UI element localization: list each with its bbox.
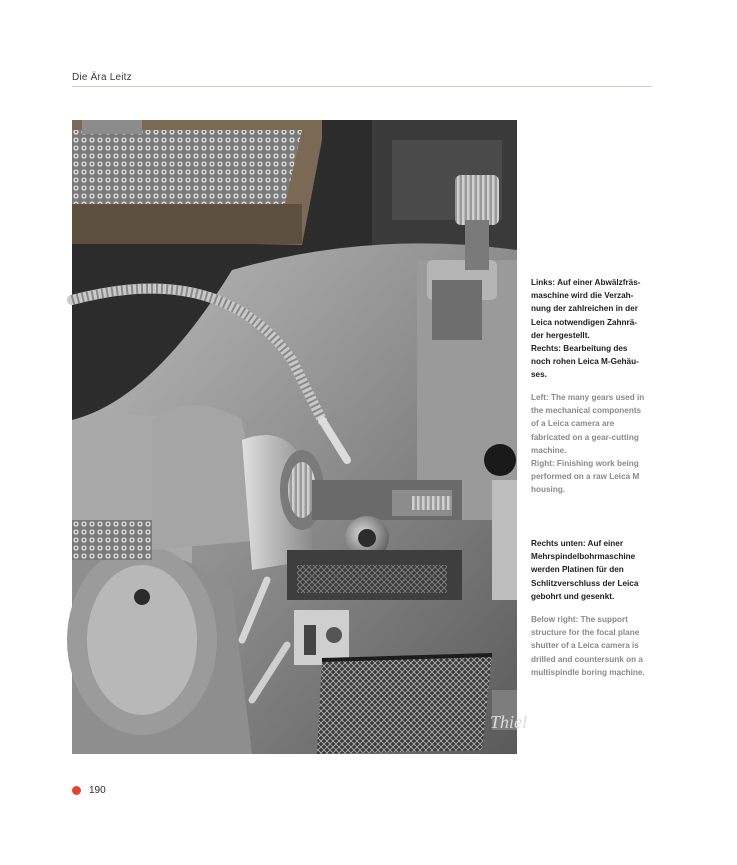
caption-line: structure for the focal plane: [531, 628, 640, 638]
page-number: 190: [89, 785, 106, 796]
caption-top-english: [531, 391, 655, 497]
caption-bottom-english: [531, 613, 655, 679]
caption-line: multispindle boring machine.: [531, 667, 645, 677]
caption-line: machine.: [531, 445, 567, 455]
caption-line: the mechanical components: [531, 406, 642, 416]
machine-photo: [72, 120, 528, 754]
caption-line: Mehrspindelbohrmaschine: [531, 552, 636, 562]
header-rule: [72, 86, 652, 87]
running-head: Die Ära Leitz: [72, 72, 132, 83]
caption-line: shutter of a Leica camera is: [531, 641, 639, 651]
caption-bottom-german: [531, 537, 655, 603]
caption-line: housing.: [531, 485, 566, 495]
caption-top-german: [531, 276, 655, 382]
caption-line: Leica notwendigen Zahnrä-: [531, 317, 637, 327]
caption-line: Left: The many gears used in: [531, 393, 645, 402]
caption-line: Rechts unten: Auf einer: [531, 539, 624, 548]
machine-brand-label: Thiel: [490, 712, 528, 732]
caption-line: der hergestellt.: [531, 330, 590, 340]
caption-line: Rechts: Bearbeitung des: [531, 344, 628, 354]
caption-line: werden Platinen für den: [531, 565, 624, 575]
caption-line: ses.: [531, 370, 547, 380]
caption-line: drilled and countersunk on a: [531, 654, 643, 664]
caption-line: nung der zahlreichen in der: [531, 304, 638, 314]
caption-line: noch rohen Leica M-Gehäu-: [531, 357, 639, 367]
caption-line: of a Leica camera are: [531, 419, 615, 429]
folio-dot-icon: [72, 786, 81, 795]
caption-line: maschine wird die Verzah-: [531, 291, 634, 301]
caption-line: fabricated on a gear-cutting: [531, 432, 639, 442]
caption-line: Schlitzverschluss der Leica: [531, 578, 639, 588]
caption-line: Links: Auf einer Abwälzfräs-: [531, 278, 641, 287]
caption-line: performed on a raw Leica M: [531, 472, 640, 482]
page-folio: [72, 785, 106, 796]
caption-line: gebohrt und gesenkt.: [531, 591, 615, 601]
caption-line: Right: Finishing work being: [531, 459, 639, 469]
caption-line: Below right: The support: [531, 615, 628, 624]
